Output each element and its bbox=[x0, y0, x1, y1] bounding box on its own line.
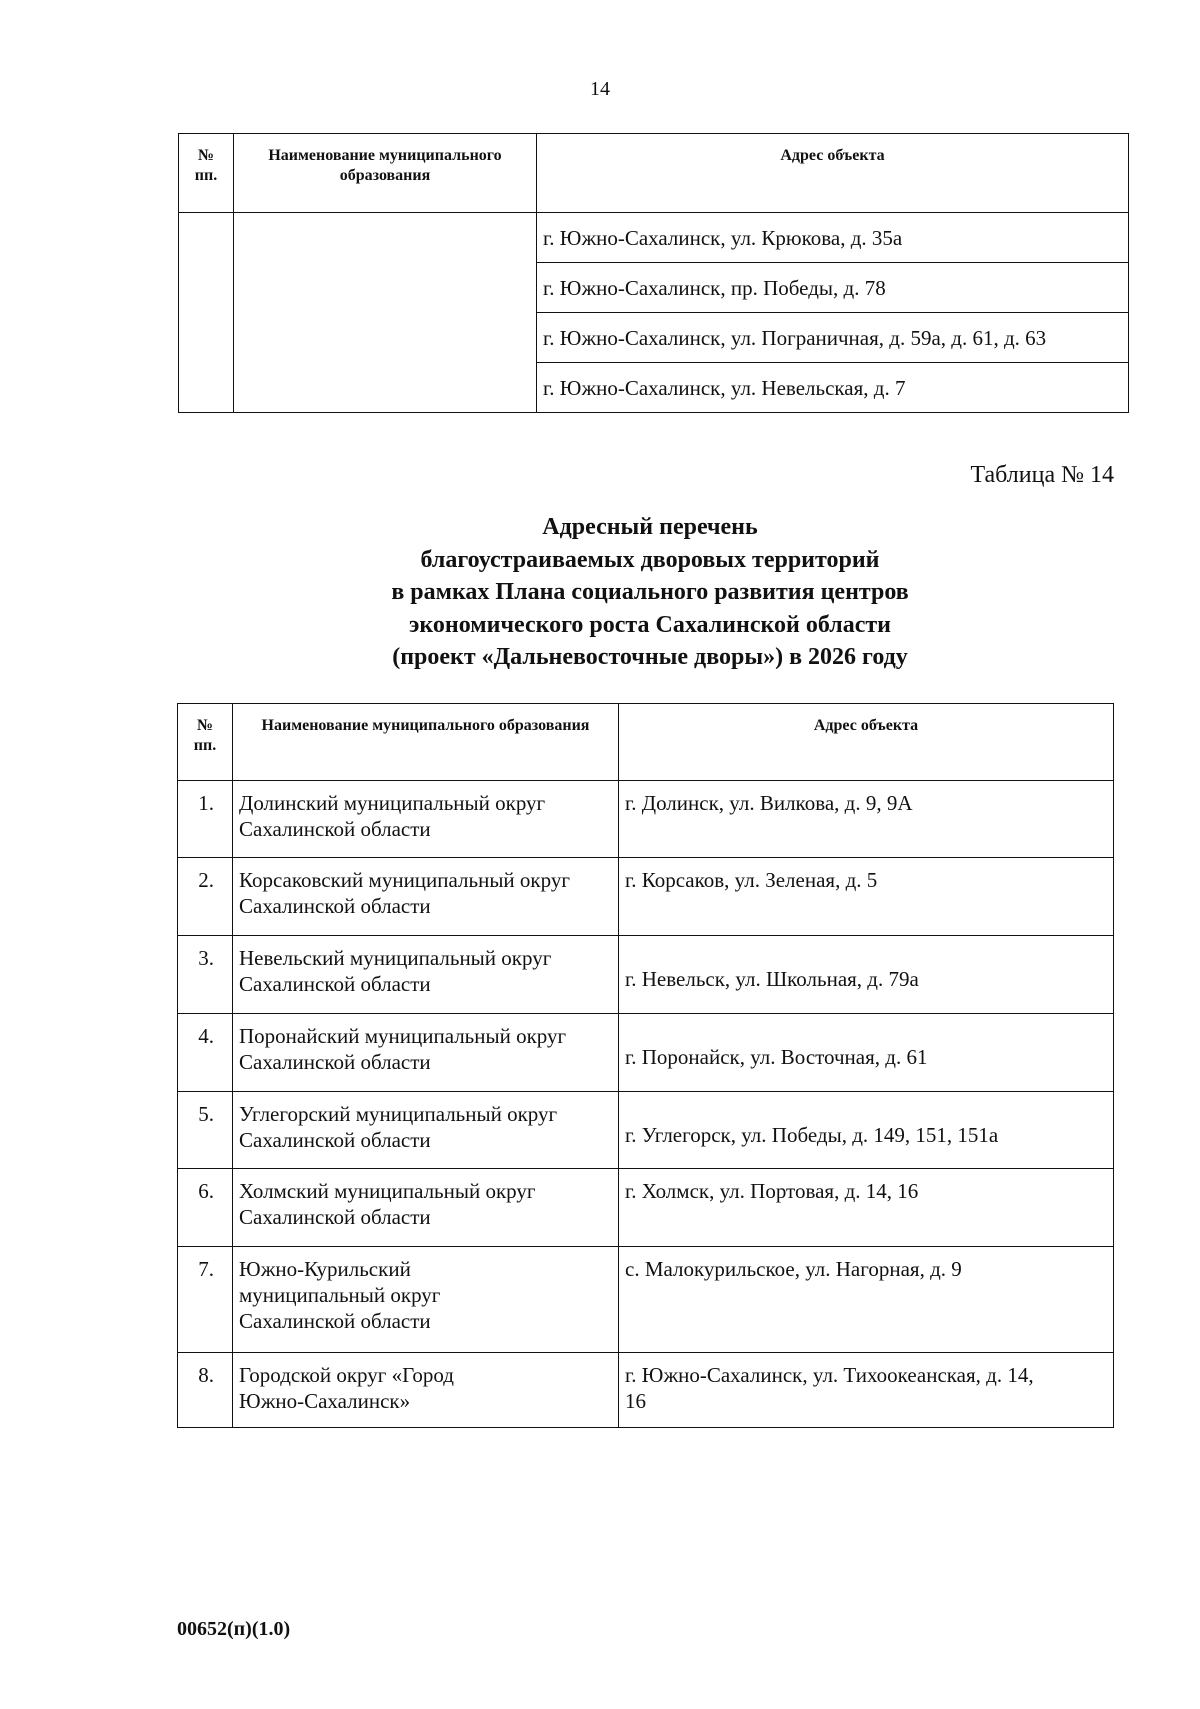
address-cell: г. Долинск, ул. Вилкова, д. 9, 9А bbox=[619, 781, 1114, 858]
table-row bbox=[179, 213, 1129, 263]
table-row bbox=[178, 1092, 1114, 1169]
address-cell: г. Южно-Сахалинск, ул. Пограничная, д. 59а, д. 61, д. 63 bbox=[537, 313, 1129, 363]
row-number: 6. bbox=[178, 1169, 233, 1247]
address-cell: г. Южно-Сахалинск, ул. Тихоокеанская, д. 14, 16 bbox=[619, 1353, 1114, 1428]
table-row bbox=[178, 781, 1114, 858]
header-address: Адрес объекта bbox=[619, 704, 1114, 781]
address-cell: г. Невельск, ул. Школьная, д. 79а bbox=[619, 936, 1114, 1014]
address-cell: г. Южно-Сахалинск, ул. Крюкова, д. 35а bbox=[537, 213, 1129, 263]
municipality-cell: Поронайский муниципальный округ Сахалинской области bbox=[233, 1014, 619, 1092]
municipality-cell: Холмский муниципальный округ Сахалинской области bbox=[233, 1169, 619, 1247]
empty-number-cell bbox=[179, 213, 234, 413]
title-line: в рамках Плана социального развития центров bbox=[391, 579, 909, 605]
table-row bbox=[178, 1169, 1114, 1247]
page-number: 14 bbox=[590, 78, 610, 100]
header-municipality: Наименование муниципального образования bbox=[233, 704, 619, 781]
title-line: Адресный перечень bbox=[542, 514, 758, 540]
document-code: 00652(п)(1.0) bbox=[177, 1618, 291, 1640]
table-row bbox=[178, 1014, 1114, 1092]
title-line: экономического роста Сахалинской области bbox=[409, 611, 891, 638]
municipality-cell: Углегорский муниципальный округ Сахалинской области bbox=[233, 1092, 619, 1169]
address-list-table bbox=[177, 703, 1114, 1428]
row-number: 4. bbox=[178, 1014, 233, 1092]
row-number: 1. bbox=[178, 781, 233, 858]
address-cell: г. Углегорск, ул. Победы, д. 149, 151, 151а bbox=[619, 1092, 1114, 1169]
table-header-row bbox=[179, 134, 1129, 213]
address-cell: г. Южно-Сахалинск, ул. Невельская, д. 7 bbox=[537, 363, 1129, 413]
table-row bbox=[178, 1353, 1114, 1428]
address-cell: г. Корсаков, ул. Зеленая, д. 5 bbox=[619, 858, 1114, 936]
municipality-cell: Городской округ «Город Южно-Сахалинск» bbox=[233, 1353, 619, 1428]
row-number: 2. bbox=[178, 858, 233, 936]
address-cell: г. Южно-Сахалинск, пр. Победы, д. 78 bbox=[537, 263, 1129, 313]
table-row bbox=[178, 858, 1114, 936]
row-number: 8. bbox=[178, 1353, 233, 1428]
table-row bbox=[178, 936, 1114, 1014]
municipality-cell: Корсаковский муниципальный округ Сахалинской области bbox=[233, 858, 619, 936]
address-cell: г. Поронайск, ул. Восточная, д. 61 bbox=[619, 1014, 1114, 1092]
municipality-cell: Долинский муниципальный округ Сахалинской области bbox=[233, 781, 619, 858]
empty-municipality-cell bbox=[234, 213, 537, 413]
document-title bbox=[0, 511, 1200, 674]
title-line: (проект «Дальневосточные дворы») в 2026 году bbox=[392, 644, 908, 670]
address-cell: с. Малокурильское, ул. Нагорная, д. 9 bbox=[619, 1247, 1114, 1353]
title-line: благоустраиваемых дворовых территорий bbox=[420, 546, 880, 573]
row-number: 7. bbox=[178, 1247, 233, 1353]
continued-address-table bbox=[178, 133, 1129, 413]
municipality-cell: Невельский муниципальный округ Сахалинской области bbox=[233, 936, 619, 1014]
table-header-row bbox=[178, 704, 1114, 781]
row-number: 5. bbox=[178, 1092, 233, 1169]
municipality-cell: Южно-Курильский муниципальный округ Сахалинской области bbox=[233, 1247, 619, 1353]
header-municipality: Наименование муниципального образования bbox=[234, 134, 537, 213]
row-number: 3. bbox=[178, 936, 233, 1014]
address-cell: г. Холмск, ул. Портовая, д. 14, 16 bbox=[619, 1169, 1114, 1247]
header-address: Адрес объекта bbox=[537, 134, 1129, 213]
header-number: № пп. bbox=[179, 134, 234, 213]
table-label: Таблица № 14 bbox=[970, 462, 1114, 488]
header-number: № пп. bbox=[178, 704, 233, 781]
table-row bbox=[178, 1247, 1114, 1353]
